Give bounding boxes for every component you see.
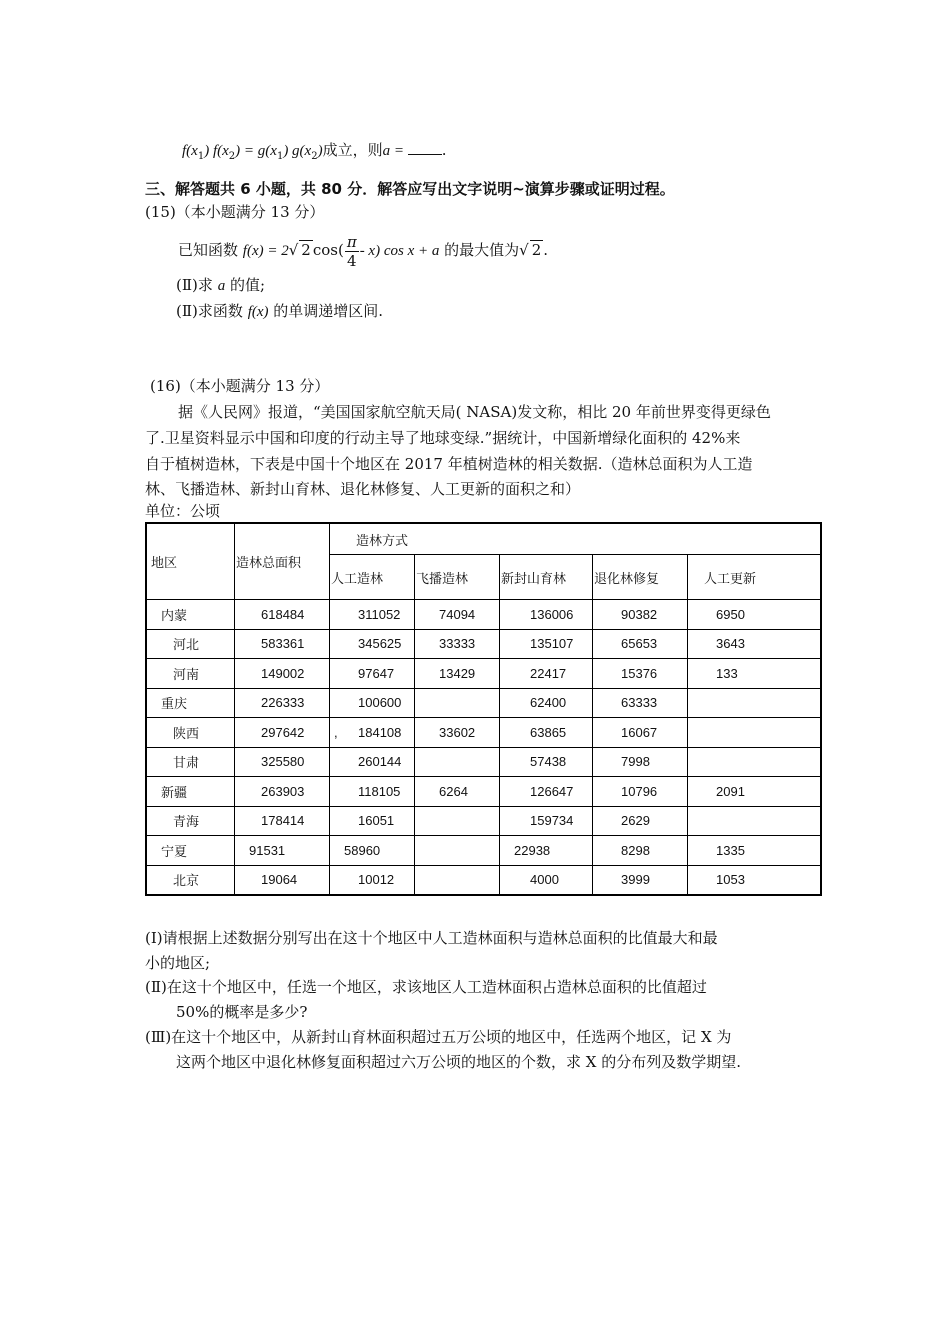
header-total: 造林总面积 <box>235 523 330 600</box>
q15-part2: (Ⅱ)求函数 f(x) 的单调递增区间. <box>176 302 384 320</box>
q16-part2-line: (Ⅱ)在这十个地区中，任选一个地区，求该地区人工造林面积占造林总面积的比值超过 <box>145 978 707 996</box>
q16-part1-line: 小的地区; <box>145 954 211 972</box>
sqrt-icon: √ <box>519 241 529 259</box>
table-row: 内蒙 618484 311052 74094 136006 90382 6950 <box>146 600 821 630</box>
q16-header: (16)（本小题满分 13 分） <box>150 377 330 395</box>
q14-condition-line: $f(x_1) f(x_2) = g(x_1)$ $g(x_2)$成立，则a = . <box>182 141 447 162</box>
table-row: 新疆 263903 118105 6264 126647 10796 2091 <box>146 777 821 807</box>
q16-paragraph-line: 了.卫星资料显示中国和印度的行动主导了地球变绿.”据统计，中国新增绿化面积的 42%来 <box>145 429 741 447</box>
table-row: 河南 149002 97647 13429 22417 15376 133 <box>146 659 821 689</box>
table-row: 宁夏 91531 58960 22938 8298 1335 <box>146 836 821 866</box>
afforestation-table <box>145 522 822 896</box>
table-row: 青海 178414 16051 159734 2629 <box>146 806 821 836</box>
q16-paragraph-line: 自于植树造林，下表是中国十个地区在 2017 年植树造林的相关数据.（造林总面积为人工造 <box>145 455 753 473</box>
q15-part1: (Ⅱ)求 a 的值; <box>176 276 266 294</box>
sqrt-icon: √ <box>288 241 299 259</box>
table-row: 北京 19064 10012 4000 3999 1053 <box>146 865 821 895</box>
q15-statement: 已知函数 f(x) = 2√ 2 cos( $\frac{\pi}{4}$ - x) cos x + a 的最大值为√ 2 . <box>178 232 549 270</box>
header-region: 地区 <box>146 523 235 600</box>
header-closure: 新封山育林 <box>500 555 593 600</box>
table-row: 陕西 297642 , 184108 33602 63865 16067 <box>146 718 821 748</box>
header-method: 造林方式 <box>330 523 822 555</box>
table-row: 甘肃 325580 260144 57438 7998 <box>146 747 821 777</box>
q16-paragraph-line: 林、飞播造林、新封山育林、退化林修复、人工更新的面积之和） <box>145 480 581 498</box>
header-aerial: 飞播造林 <box>415 555 500 600</box>
q16-part1-line: (Ⅰ)请根据上述数据分别写出在这十个地区中人工造林面积与造林总面积的比值最大和最 <box>145 929 718 947</box>
q16-part2-line: 50%的概率是多少? <box>176 1003 308 1021</box>
header-restore: 退化林修复 <box>593 555 688 600</box>
unit-label: 单位：公顷 <box>145 502 221 520</box>
header-manual: 人工造林 <box>330 555 415 600</box>
pi-over-4-fraction: $\frac{\pi}{4}$ <box>346 232 357 270</box>
q16-paragraph-line: 据《人民网》报道，“美国国家航空航天局( NASA)发文称，相比 20 年前世界变得更绿色 <box>178 403 771 421</box>
table-row: 河北 583361 345625 33333 135107 65653 3643 <box>146 629 821 659</box>
q16-part3-line: 这两个地区中退化林修复面积超过六万公顷的地区的个数，求 X 的分布列及数学期望. <box>176 1053 741 1071</box>
section-heading: 三、解答题共 6 小题，共 80 分．解答应写出文字说明~演算步骤或证明过程。 <box>145 180 675 198</box>
q16-part3-line: (Ⅲ)在这十个地区中，从新封山育林面积超过五万公顷的地区中，任选两个地区，记 X 为 <box>145 1028 732 1046</box>
table-row: 重庆 226333 100600 62400 63333 <box>146 688 821 718</box>
q15-header: (15)（本小题满分 13 分） <box>145 203 325 221</box>
answer-blank <box>408 140 442 155</box>
header-renew: 人工更新 <box>688 555 822 600</box>
